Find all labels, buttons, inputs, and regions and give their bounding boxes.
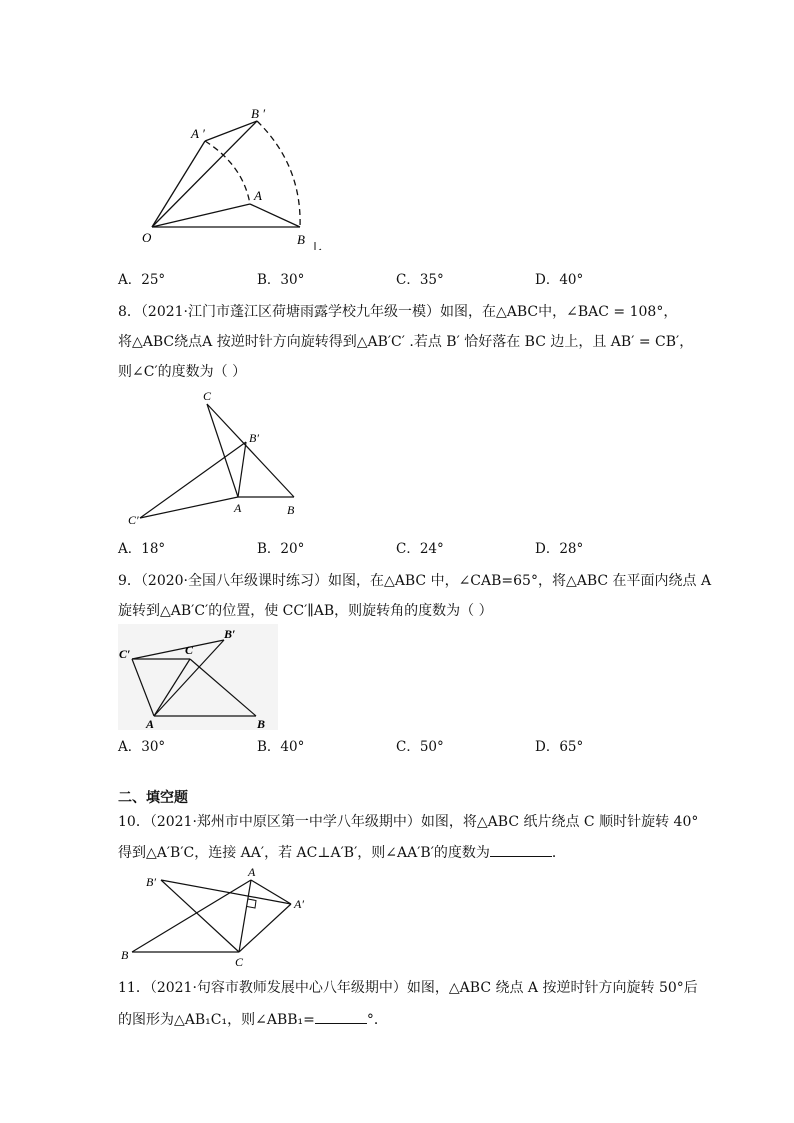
q11-stem-end: °．	[366, 1012, 388, 1028]
figure-q8	[125, 388, 315, 528]
arc-b-b-prime	[257, 121, 300, 227]
label-c-prime: C′	[128, 513, 139, 527]
figure-q10	[118, 866, 318, 968]
q9-choice-d[interactable]: D．65°	[535, 739, 584, 755]
label-a: A	[146, 717, 155, 731]
label-a-prime: A ′	[191, 126, 205, 141]
q7-choice-b[interactable]: B．30°	[257, 272, 305, 288]
label-b-prime: B′	[224, 627, 236, 641]
label-a: A	[234, 501, 242, 515]
segment-ac	[154, 659, 190, 716]
q8-choice-b[interactable]: B．20°	[257, 541, 305, 557]
q11-stem-line2	[118, 1009, 388, 1030]
label-b: B	[297, 232, 305, 247]
section-title: 二、填空题	[118, 790, 188, 806]
q9-stem-line1: 9．（2020·全国八年级课时练习）如图，在△ABC 中，∠CAB=65°，将△ABC 在平面内绕点 A	[118, 573, 712, 589]
segment-cb	[207, 404, 294, 497]
q10-stem-end: ．	[551, 845, 566, 861]
label-b-prime: B′	[249, 431, 259, 445]
label-b-prime: B′	[146, 875, 156, 889]
label-c-prime: C′	[119, 647, 131, 661]
q10-stem-line2	[118, 842, 566, 863]
q10-stem-line1: 10．（2021·郑州市中原区第一中学八年级期中）如图，将△ABC 纸片绕点 C 顺时针旋转 40°	[118, 814, 699, 830]
label-c: C	[185, 643, 194, 657]
q8-stem-line3: 则∠C′的度数为（ ）	[118, 364, 247, 380]
label-c: C	[235, 955, 244, 968]
q8-stem-line1: 8．（2021·江门市蓬江区荷塘雨露学校九年级一模）如图，在△ABC中，∠BAC = 108°，	[118, 304, 678, 320]
segment-a-prime-c	[239, 904, 291, 952]
label-a: A	[248, 866, 256, 879]
segment-oa-prime	[152, 141, 205, 227]
q11-stem-text: 的图形为△AB₁C₁，则∠ABB₁=	[118, 1012, 315, 1028]
q8-stem-line2: 将△ABC绕点A 按逆时针方向旋转得到△AB′C′ .若点 B′ 恰好落在 BC 边上，且 AB′ = CB′，	[118, 334, 694, 350]
segment-ab	[132, 880, 251, 952]
q11-stem-line1: 11．（2021·句容市教师发展中心八年级期中）如图，△ABC 绕点 A 按逆时针方向旋转 50°后	[118, 980, 698, 996]
figure-q7	[140, 100, 340, 250]
label-b-prime: B ′	[251, 106, 266, 121]
label-c: C	[203, 389, 212, 403]
q8-choice-d[interactable]: D．28°	[535, 541, 584, 557]
label-o: O	[142, 230, 152, 245]
label-a-prime: A′	[294, 897, 304, 911]
label-a: A	[254, 188, 262, 203]
label-b: B	[287, 503, 295, 517]
q8-choice-c[interactable]: C．24°	[396, 541, 444, 557]
q7-choice-c[interactable]: C．35°	[396, 272, 444, 288]
segment-cb	[190, 659, 256, 716]
right-angle-mark	[247, 899, 256, 908]
q10-stem-text: 得到△A′B′C，连接 AA′，若 AC⊥A′B′，则∠AA′B′的度数为	[118, 845, 490, 861]
label-b: B	[121, 948, 129, 962]
figure-q9	[118, 624, 278, 732]
q9-choice-b[interactable]: B．40°	[257, 739, 305, 755]
segment-ac-prime	[132, 659, 154, 716]
segment-ac	[239, 880, 251, 952]
segment-a-prime-b-prime	[205, 121, 257, 141]
label-b: B	[257, 717, 266, 731]
segment-ab-prime	[238, 442, 246, 497]
segment-b-prime-c	[161, 880, 239, 952]
segment-c-prime-b-prime	[132, 640, 224, 659]
segment-oa	[152, 204, 250, 227]
q9-choice-c[interactable]: C．50°	[396, 739, 444, 755]
q9-stem-line2: 旋转到△AB′C′的位置，使 CC′∥AB，则旋转角的度数为（ ）	[118, 603, 493, 619]
return-mark	[315, 242, 321, 250]
segment-ab	[250, 204, 300, 227]
q8-choice-a[interactable]: A．18°	[118, 541, 166, 557]
q7-choice-d[interactable]: D．40°	[535, 272, 584, 288]
q9-choice-a[interactable]: A．30°	[118, 739, 166, 755]
q10-answer-blank[interactable]	[490, 842, 552, 857]
q7-choice-a[interactable]: A．25°	[118, 272, 166, 288]
q11-answer-blank[interactable]	[315, 1009, 367, 1024]
